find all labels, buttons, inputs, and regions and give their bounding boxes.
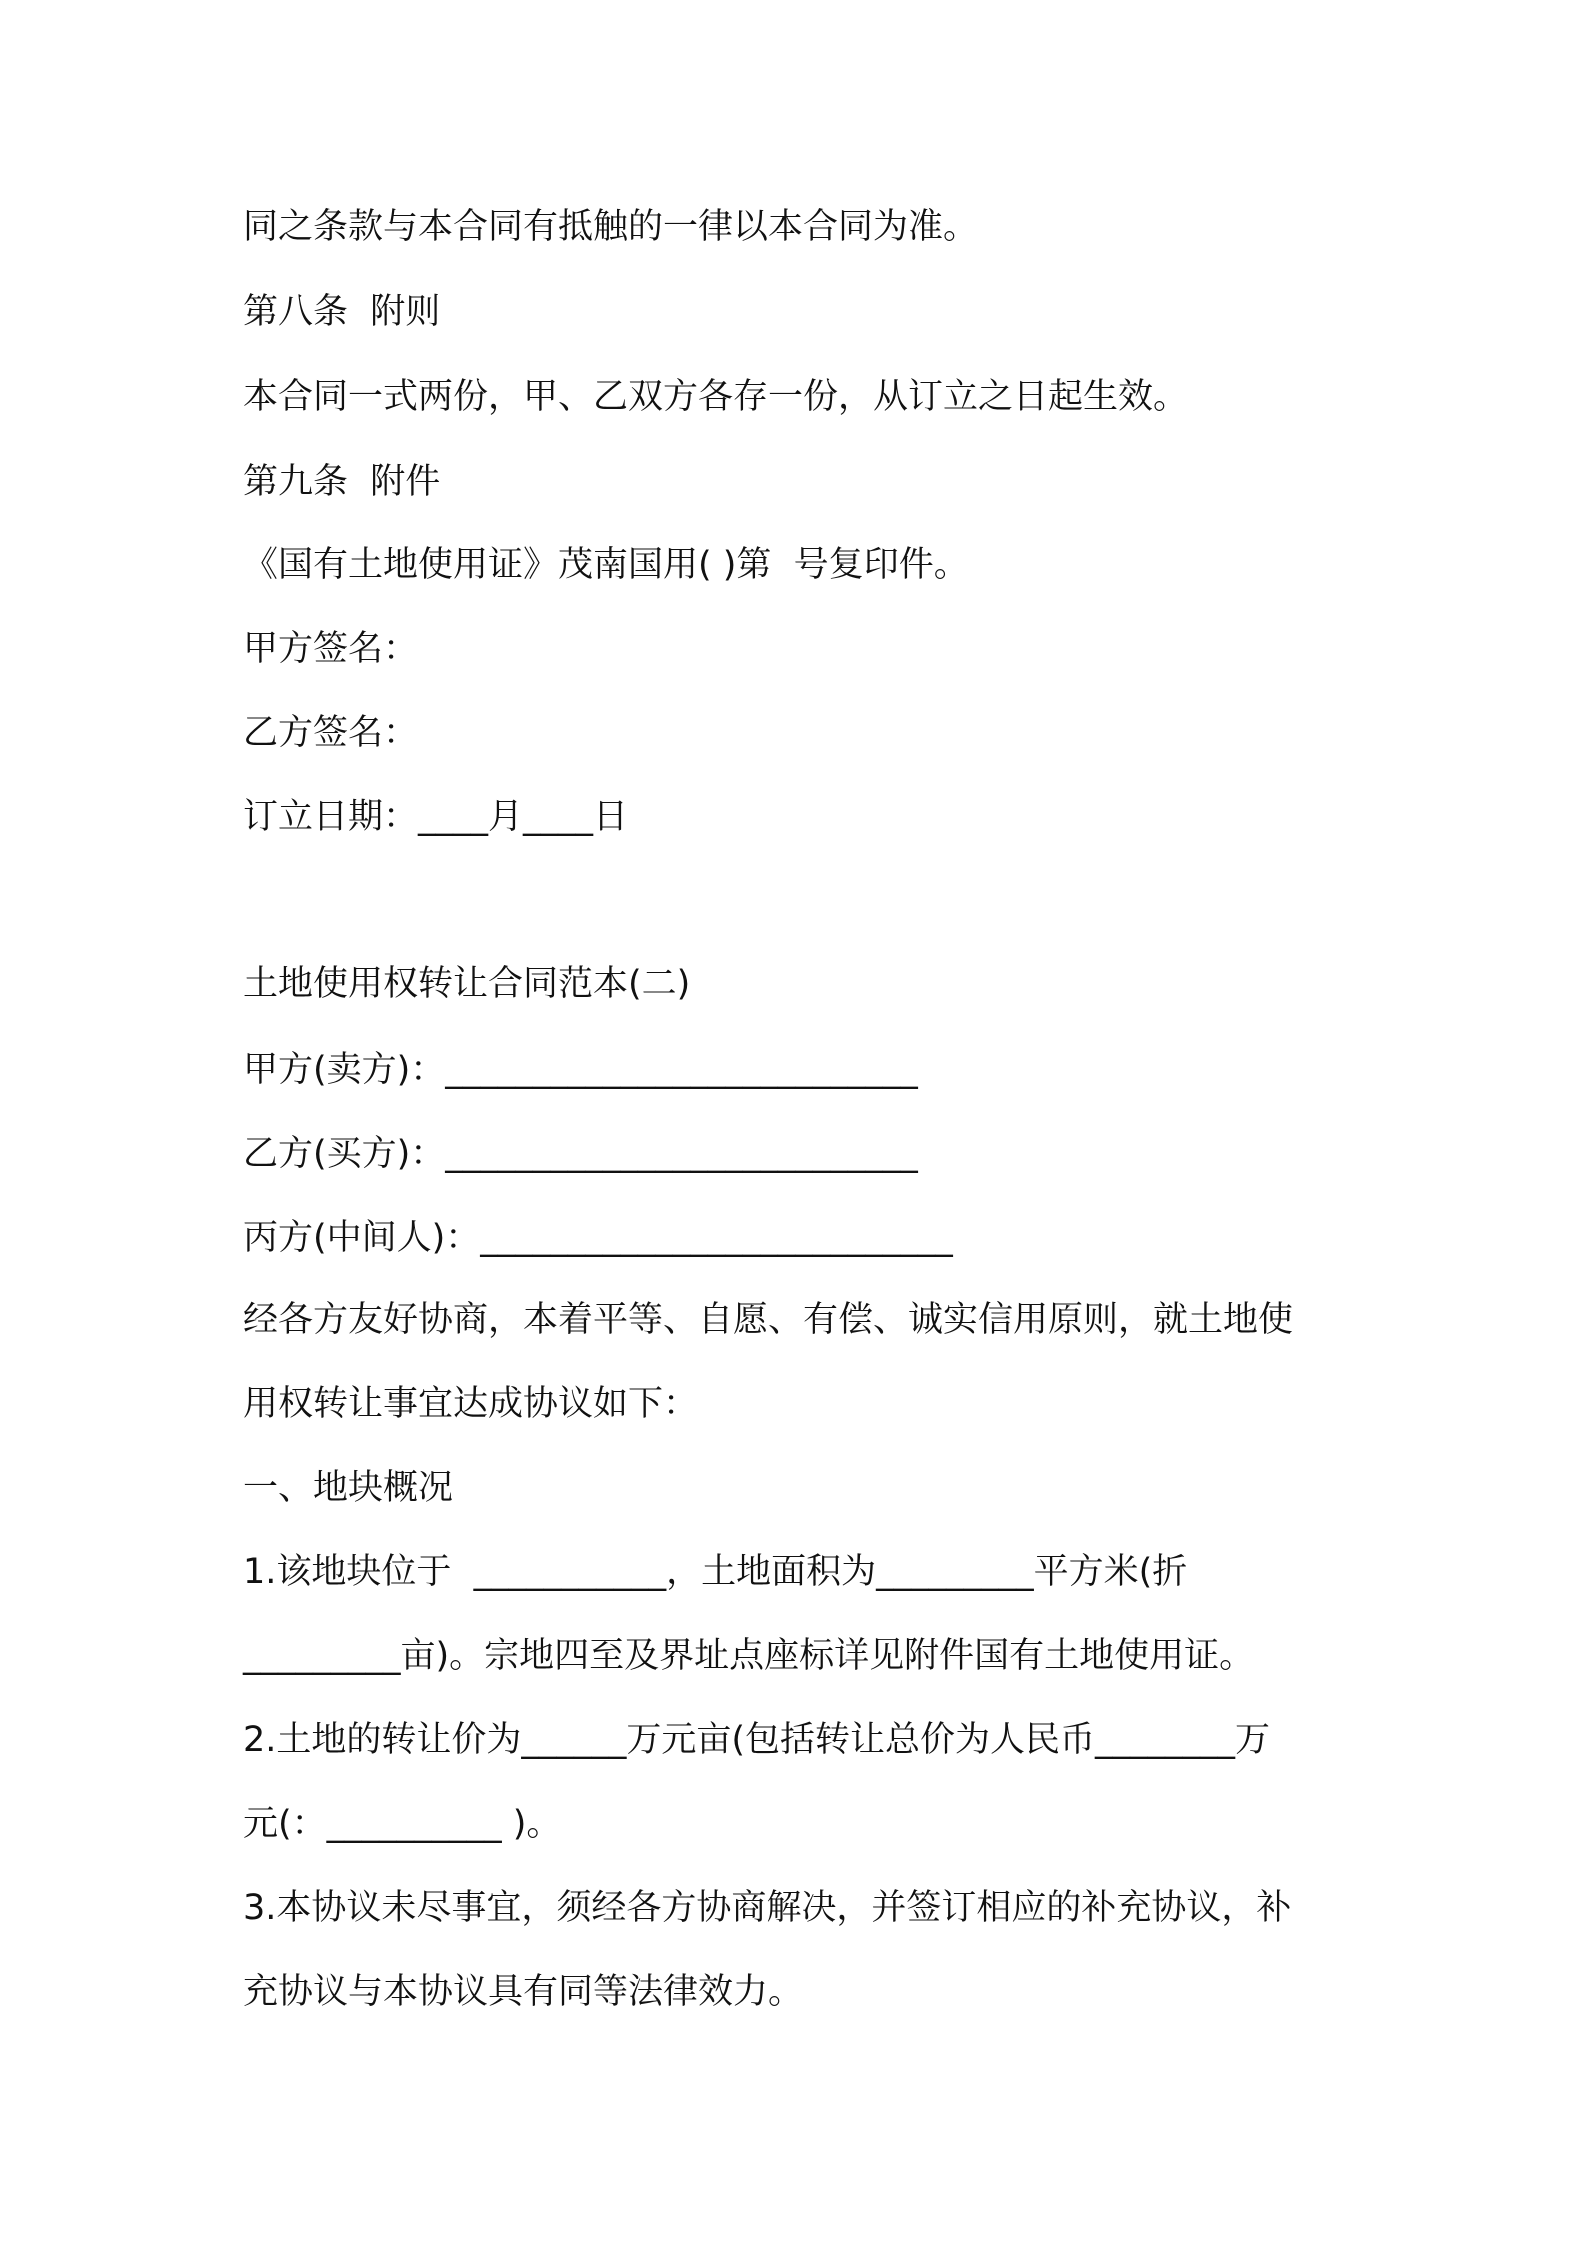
clause-2-line-1: 2.土地的转让价为______万元亩(包括转让总价为人民币________万 (243, 1720, 1271, 1760)
clause-2-line-2: 元(：__________ )。 (243, 1804, 562, 1844)
party-a-seller-field: 甲方(卖方)：___________________________ (243, 1050, 918, 1090)
signing-date-label: 订立日期：____月____日 (243, 797, 629, 837)
text-line-copies: 本合同一式两份，甲、乙双方各存一份，从订立之日起生效。 (243, 377, 1189, 417)
section-1-heading: 一、地块概况 (243, 1468, 454, 1508)
clause-3-line-1: 3.本协议未尽事宜，须经各方协商解决，并签订相应的补充协议，补 (243, 1888, 1292, 1928)
party-a-signature-label: 甲方签名： (243, 629, 419, 669)
text-line-contract-priority: 同之条款与本合同有抵触的一律以本合同为准。 (243, 207, 979, 247)
contract-title: 土地使用权转让合同范本(二) (243, 964, 691, 1004)
article-8-heading: 第八条 附则 (243, 292, 441, 332)
clause-1-line-2: _________亩)。宗地四至及界址点座标详见附件国有土地使用证。 (243, 1636, 1255, 1676)
preamble-line-1: 经各方友好协商，本着平等、自愿、有偿、诚实信用原则，就土地使 (243, 1300, 1294, 1340)
preamble-line-2: 用权转让事宜达成协议如下： (243, 1384, 699, 1424)
party-b-buyer-field: 乙方(买方)：___________________________ (243, 1134, 918, 1174)
party-c-intermediary-field: 丙方(中间人)：___________________________ (243, 1218, 953, 1258)
clause-1-line-1: 1.该地块位于 ___________，土地面积为_________平方米(折 (243, 1552, 1188, 1592)
text-line-attachment: 《国有土地使用证》茂南国用( )第 号复印件。 (243, 545, 969, 585)
clause-3-line-2: 充协议与本协议具有同等法律效力。 (243, 1972, 804, 2012)
party-b-signature-label: 乙方签名： (243, 713, 419, 753)
article-9-heading: 第九条 附件 (243, 462, 441, 502)
